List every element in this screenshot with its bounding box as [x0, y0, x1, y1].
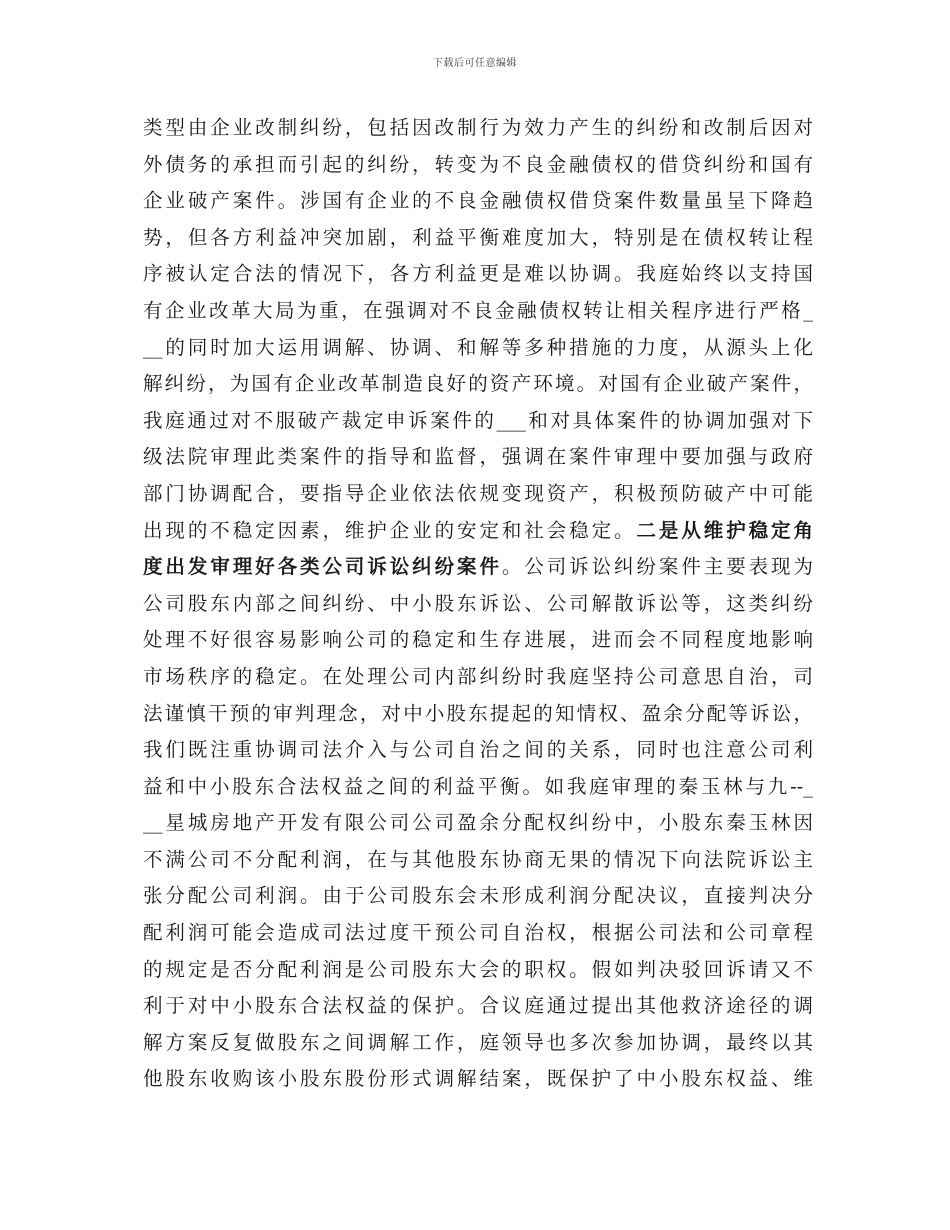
- text-line-21: 不满公司不分配利润，在与其他股东协商无果的情况下向法院诉讼主: [143, 847, 813, 871]
- text-line-16: 市场秩序的稳定。在处理公司内部纠纷时我庭坚持公司意思自治，司: [143, 664, 813, 688]
- text-line-18: 我们既注重协调司法介入与公司自治之间的关系，同时也注意公司利: [143, 738, 813, 762]
- text-line-6: 有企业改革大局为重，在强调对不良金融债权转让相关程序进行严格_: [143, 298, 813, 322]
- text-line-25: 利于对中小股东合法权益的保护。合议庭通过提出其他救济途径的调: [143, 994, 813, 1018]
- text-line-22: 张分配公司利润。由于公司股东会未形成利润分配决议，直接判决分: [143, 884, 813, 908]
- text-line-20: __星城房地产开发有限公司公司盈余分配权纠纷中，小股东秦玉林因: [143, 811, 813, 835]
- text-line-13-bold: 度出发审理好各类公司诉讼纠纷案件: [143, 555, 502, 579]
- text-line-13-normal: 。公司诉讼纠纷案件主要表现为: [501, 555, 813, 579]
- text-line-24: 的规定是否分配利润是公司股东大会的职权。假如判决驳回诉请又不: [143, 957, 813, 981]
- text-line-23: 配利润可能会造成司法过度干预公司自治权，根据公司法和公司章程: [143, 921, 813, 945]
- text-line-5: 序被认定合法的情况下，各方利益更是难以协调。我庭始终以支持国: [143, 262, 813, 286]
- text-line-10: 级法院审理此类案件的指导和监督，强调在案件审理中要加强与政府: [143, 445, 813, 469]
- text-line-11: 部门协调配合，要指导企业依法依规变现资产，积极预防破产中可能: [143, 481, 813, 505]
- text-line-12-normal: 出现的不稳定因素，维护企业的安定和社会稳定。: [143, 518, 637, 542]
- text-line-1: 类型由企业改制纠纷，包括因改制行为效力产生的纠纷和改制后因对: [143, 116, 813, 139]
- text-line-12: [143, 513, 813, 550]
- text-line-15: 处理不好很容易影响公司的稳定和生存进展，进而会不同程度地影响: [143, 628, 813, 652]
- text-line-19: 益和中小股东合法权益之间的利益平衡。如我庭审理的秦玉林与九--_: [143, 774, 813, 798]
- text-line-2: 外债务的承担而引起的纠纷，转变为不良金融债权的借贷纠纷和国有: [143, 152, 813, 176]
- text-line-27: 他股东收购该小股东股份形式调解结案，既保护了中小股东权益、维: [143, 1067, 813, 1091]
- text-line-12-bold: 二是从维护稳定角: [636, 518, 813, 542]
- text-line-8: 解纠纷，为国有企业改革制造良好的资产环境。对国有企业破产案件，: [143, 372, 813, 396]
- text-line-14: 公司股东内部之间纠纷、中小股东诉讼、公司解散诉讼等，这类纠纷: [143, 591, 813, 615]
- text-line-13: [143, 549, 813, 586]
- text-line-17: 法谨慎干预的审判理念，对中小股东提起的知情权、盈余分配等诉讼，: [143, 701, 813, 725]
- text-line-3: 企业破产案件。涉国有企业的不良金融债权借贷案件数量虽呈下降趋: [143, 189, 813, 213]
- text-line-9: 我庭通过对不服破产裁定申诉案件的___和对具体案件的协调加强对下: [143, 408, 813, 432]
- text-line-4: 势，但各方利益冲突加剧，利益平衡难度加大，特别是在债权转让程: [143, 225, 813, 249]
- text-line-7: __的同时加大运用调解、协调、和解等多种措施的力度，从源头上化: [143, 335, 813, 359]
- document-body: [143, 110, 813, 1098]
- page-header: 下载后可任意编辑: [433, 58, 517, 69]
- text-line-26: 解方案反复做股东之间调解工作，庭领导也多次参加协调，最终以其: [143, 1030, 813, 1054]
